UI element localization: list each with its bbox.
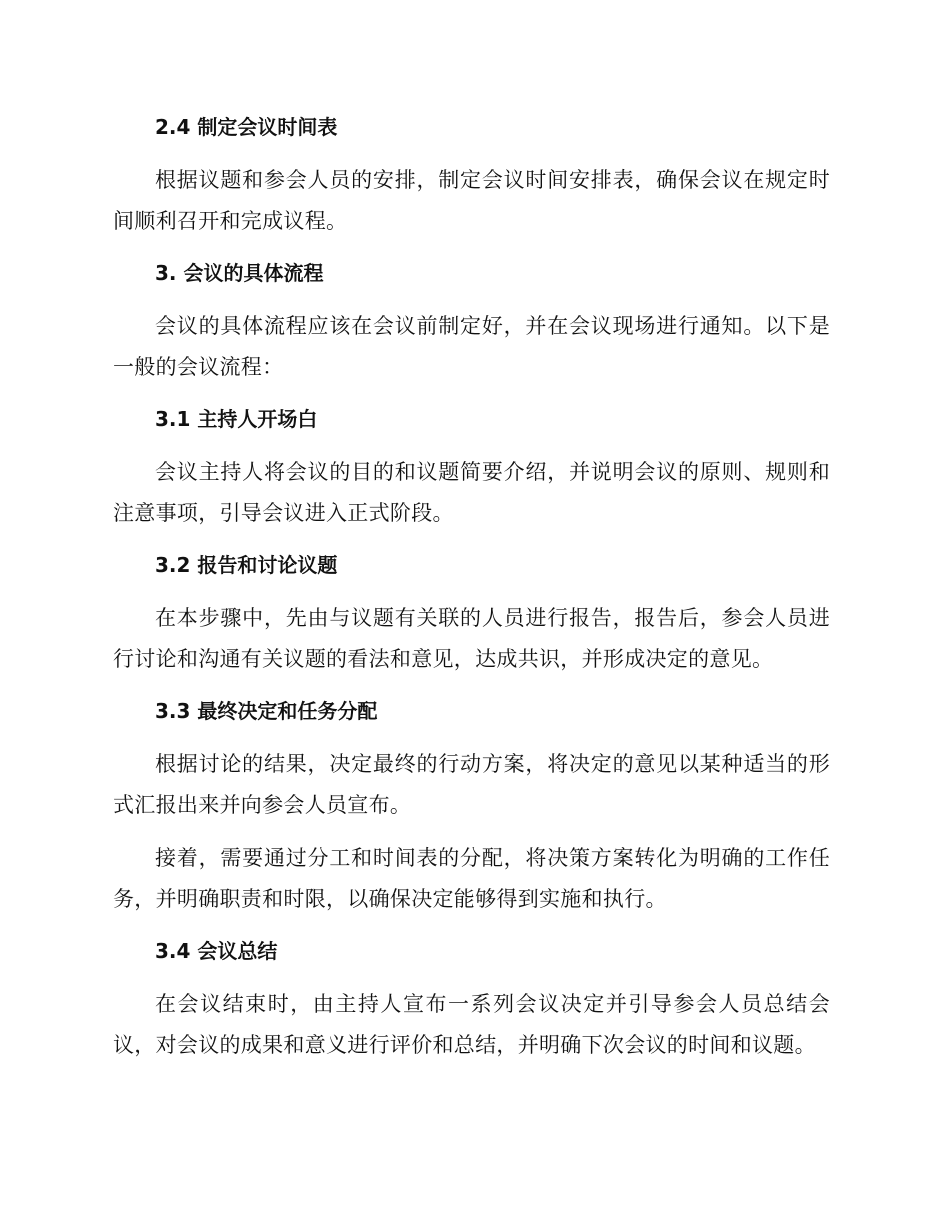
heading-3-2: 3.2 报告和讨论议题 <box>155 553 338 577</box>
paragraph-3: 会议的具体流程应该在会议前制定好，并在会议现场进行通知。以下是一般的会议流程： <box>113 314 830 379</box>
paragraph-2-4: 根据议题和参会人员的安排，制定会议时间安排表，确保会议在规定时间顺利召开和完成议程。 <box>113 168 830 233</box>
paragraph-3-4: 在会议结束时，由主持人宣布一系列会议决定并引导参会人员总结会议，对会议的成果和意义进行评价和总结，并明确下次会议的时间和议题。 <box>113 992 830 1057</box>
heading-3: 3. 会议的具体流程 <box>155 261 324 285</box>
heading-2-4: 2.4 制定会议时间表 <box>155 115 338 139</box>
paragraph-3-1: 会议主持人将会议的目的和议题简要介绍，并说明会议的原则、规则和注意事项，引导会议进入正式阶段。 <box>113 460 830 525</box>
heading-3-3: 3.3 最终决定和任务分配 <box>155 699 378 723</box>
paragraph-3-3-b: 接着，需要通过分工和时间表的分配，将决策方案转化为明确的工作任务，并明确职责和时限，以确保决定能够得到实施和执行。 <box>113 846 830 911</box>
paragraph-3-3-a: 根据讨论的结果，决定最终的行动方案，将决定的意见以某种适当的形式汇报出来并向参会人员宣布。 <box>113 752 830 817</box>
heading-3-4: 3.4 会议总结 <box>155 939 278 963</box>
document-body <box>113 108 830 1078</box>
heading-3-1: 3.1 主持人开场白 <box>155 407 318 431</box>
paragraph-3-2: 在本步骤中，先由与议题有关联的人员进行报告，报告后，参会人员进行讨论和沟通有关议题的看法和意见，达成共识，并形成决定的意见。 <box>113 606 830 671</box>
